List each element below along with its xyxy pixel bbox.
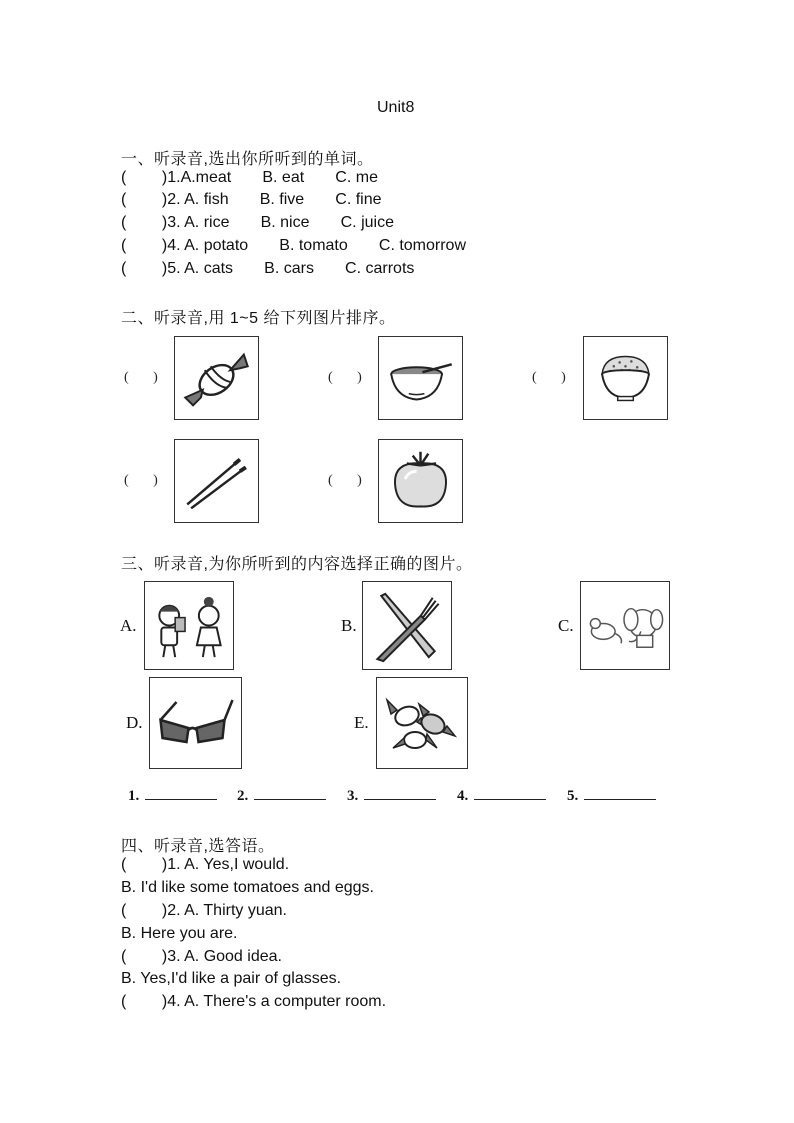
section1-item-4: ( )4. A. potato B. tomato C. tomorrow (121, 237, 467, 254)
soup-bowl-icon (379, 337, 462, 419)
answer-blank-2[interactable] (254, 787, 326, 800)
chopsticks-icon (175, 440, 258, 522)
order-blank-4[interactable]: ( ) (124, 473, 158, 488)
option-a-picture[interactable] (144, 581, 234, 670)
chopsticks-picture (174, 439, 259, 523)
order-blank-5[interactable]: ( ) (328, 473, 362, 488)
section4-line-6: B. Yes,I'd like a pair of glasses. (121, 970, 342, 987)
children-icon (145, 582, 233, 669)
candies-icon (377, 678, 467, 768)
tomato-picture (378, 439, 463, 523)
soup-bowl-picture (378, 336, 463, 420)
answer-3: 3. (347, 787, 436, 805)
section1-item-3: ( )3. A. rice B. nice C. juice (121, 214, 394, 231)
answer-1: 1. (128, 787, 217, 805)
option-a-letter: A. (120, 616, 137, 635)
page-title: Unit8 (377, 99, 415, 116)
option-b-letter: B. (341, 616, 357, 635)
section1-item-1: ( )1.A.meat B. eat C. me (121, 169, 378, 186)
rice-bowl-icon (584, 337, 667, 419)
candy-picture (174, 336, 259, 420)
candy-icon (175, 337, 258, 419)
section4-line-4: B. Here you are. (121, 925, 238, 942)
answer-4: 4. (457, 787, 546, 805)
answer-blank-5[interactable] (584, 787, 656, 800)
section1-item-5: ( )5. A. cats B. cars C. carrots (121, 260, 415, 277)
section4-line-1: ( )1. A. Yes,I would. (121, 856, 290, 873)
section4-line-5: ( )3. A. Good idea. (121, 948, 282, 965)
mouse-elephant-icon (581, 582, 669, 669)
option-e-picture[interactable] (376, 677, 468, 769)
knife-fork-icon (363, 582, 451, 669)
glasses-icon (150, 678, 241, 768)
answer-5: 5. (567, 787, 656, 805)
option-c-letter: C. (558, 616, 574, 635)
tomato-icon (379, 440, 462, 522)
order-blank-1[interactable]: ( ) (124, 370, 158, 385)
section3-heading: 三、听录音,为你所听到的内容选择正确的图片。 (121, 556, 473, 573)
section4-heading: 四、听录音,选答语。 (121, 838, 275, 855)
option-b-picture[interactable] (362, 581, 452, 670)
option-d-picture[interactable] (149, 677, 242, 769)
order-blank-3[interactable]: ( ) (532, 370, 566, 385)
option-d-letter: D. (126, 713, 143, 732)
rice-bowl-picture (583, 336, 668, 420)
section1-item-2: ( )2. A. fish B. five C. fine (121, 191, 382, 208)
section4-line-3: ( )2. A. Thirty yuan. (121, 902, 287, 919)
option-c-picture[interactable] (580, 581, 670, 670)
section4-line-2: B. I'd like some tomatoes and eggs. (121, 879, 374, 896)
section4-line-7: ( )4. A. There's a computer room. (121, 993, 387, 1010)
section1-heading: 一、听录音,选出你所听到的单词。 (121, 151, 374, 168)
answer-blank-4[interactable] (474, 787, 546, 800)
section2-heading: 二、听录音,用 1~5 给下列图片排序。 (121, 310, 396, 327)
order-blank-2[interactable]: ( ) (328, 370, 362, 385)
option-e-letter: E. (354, 713, 369, 732)
answer-blank-3[interactable] (364, 787, 436, 800)
answer-2: 2. (237, 787, 326, 805)
answer-blank-1[interactable] (145, 787, 217, 800)
